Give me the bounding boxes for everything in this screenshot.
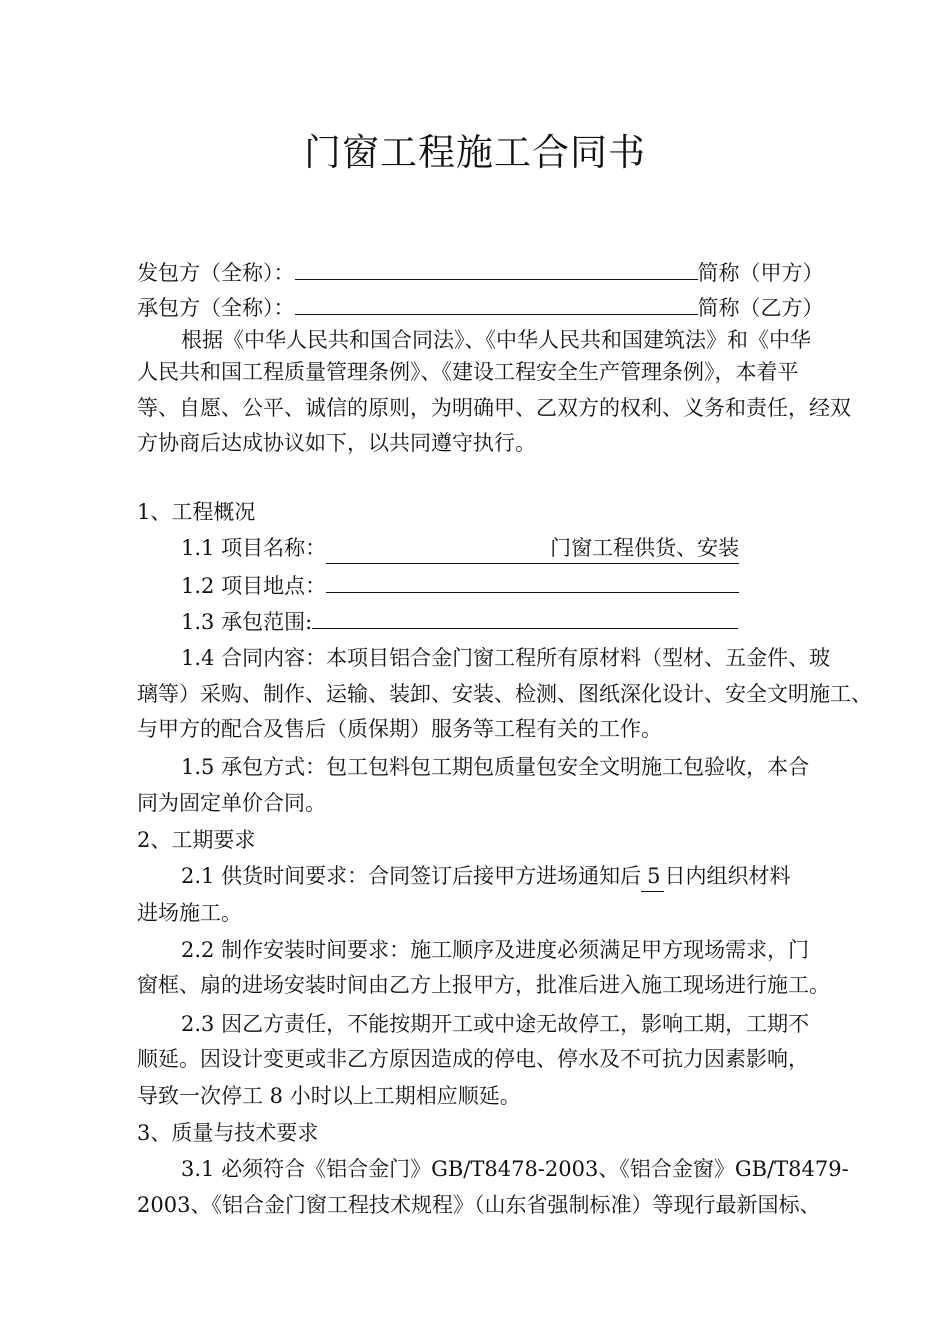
item-1-2 [181, 570, 739, 601]
item-2-2-line: 窗框、扇的进场安装时间由乙方上报甲方，批准后进入施工现场进行施工。 [137, 973, 830, 997]
project-name-value: 门窗工程供货、安装 [550, 536, 740, 560]
item-1-2-label: 1.2 项目地点： [181, 574, 327, 598]
item-2-1-suffix: 日内组织材料 [664, 864, 791, 888]
party-b-line [137, 292, 824, 323]
item-1-4-line: 与甲方的配合及售后（质保期）服务等工程有关的工作。 [137, 717, 662, 741]
party-a-line [137, 257, 824, 288]
item-1-1-label: 1.1 项目名称： [181, 536, 327, 560]
party-a-name-field[interactable] [295, 257, 698, 280]
item-1-3 [181, 606, 738, 637]
item-2-3-line: 2.3 因乙方责任，不能按期开工或中途无故停工，影响工期，工期不 [181, 1012, 810, 1036]
preamble-line: 根据《中华人民共和国合同法》、《中华人民共和国建筑法》和《中华 [181, 328, 811, 352]
item-2-1-prefix: 2.1 供货时间要求：合同签订后接甲方进场通知后 [181, 864, 642, 888]
preamble-line: 人民共和国工程质量管理条例》、《建设工程安全生产管理条例》，本着平 [137, 360, 799, 384]
item-2-1-line2: 进场施工。 [137, 901, 242, 925]
item-2-1 [181, 861, 790, 892]
section-3-heading: 3、质量与技术要求 [137, 1121, 319, 1145]
project-location-field[interactable] [326, 570, 739, 593]
preamble-line: 方协商后达成协议如下，以共同遵守执行。 [137, 431, 536, 455]
item-1-4-line: 璃等）采购、制作、运输、装卸、安装、检测、图纸深化设计、安全文明施工、 [137, 682, 872, 706]
item-1-4-line: 1.4 合同内容：本项目铝合金门窗工程所有原材料（型材、五金件、玻 [181, 646, 831, 670]
item-1-5-line: 同为固定单价合同。 [137, 791, 326, 815]
item-2-2-line: 2.2 制作安装时间要求：施工顺序及进度必须满足甲方现场需求，门 [181, 938, 810, 962]
item-3-1-line: 2003、《铝合金门窗工程技术规程》（山东省强制标准）等现行最新国标、 [137, 1193, 821, 1217]
preamble-line: 等、自愿、公平、诚信的原则，为明确甲、乙双方的权利、义务和责任，经双 [137, 396, 851, 420]
party-b-label: 承包方（全称）： [137, 296, 295, 320]
item-1-1 [181, 533, 739, 564]
item-1-3-label: 1.3 承包范围: [181, 610, 313, 634]
section-1-heading: 1、工程概况 [137, 500, 256, 524]
party-b-suffix: 简称（乙方） [697, 296, 824, 320]
section-2-heading: 2、工期要求 [137, 828, 256, 852]
item-2-3-line: 导致一次停工 8 小时以上工期相应顺延。 [137, 1084, 521, 1108]
supply-days-value: 5 [647, 864, 661, 888]
item-2-3-line: 顺延。因设计变更或非乙方原因造成的停电、停水及不可抗力因素影响， [137, 1047, 809, 1071]
document-title: 门窗工程施工合同书 [304, 131, 646, 174]
project-name-field[interactable] [326, 533, 739, 564]
party-a-label: 发包方（全称）： [137, 261, 295, 285]
item-1-5-line: 1.5 承包方式：包工包料包工期包质量包安全文明施工包验收，本合 [181, 755, 810, 779]
supply-days-field[interactable] [641, 861, 664, 892]
party-a-suffix: 简称（甲方） [697, 261, 824, 285]
contract-scope-field[interactable] [312, 606, 738, 629]
party-b-name-field[interactable] [295, 292, 698, 315]
item-3-1-line: 3.1 必须符合《铝合金门》GB/T8478-2003、《铝合金窗》GB/T8479- [181, 1157, 849, 1181]
